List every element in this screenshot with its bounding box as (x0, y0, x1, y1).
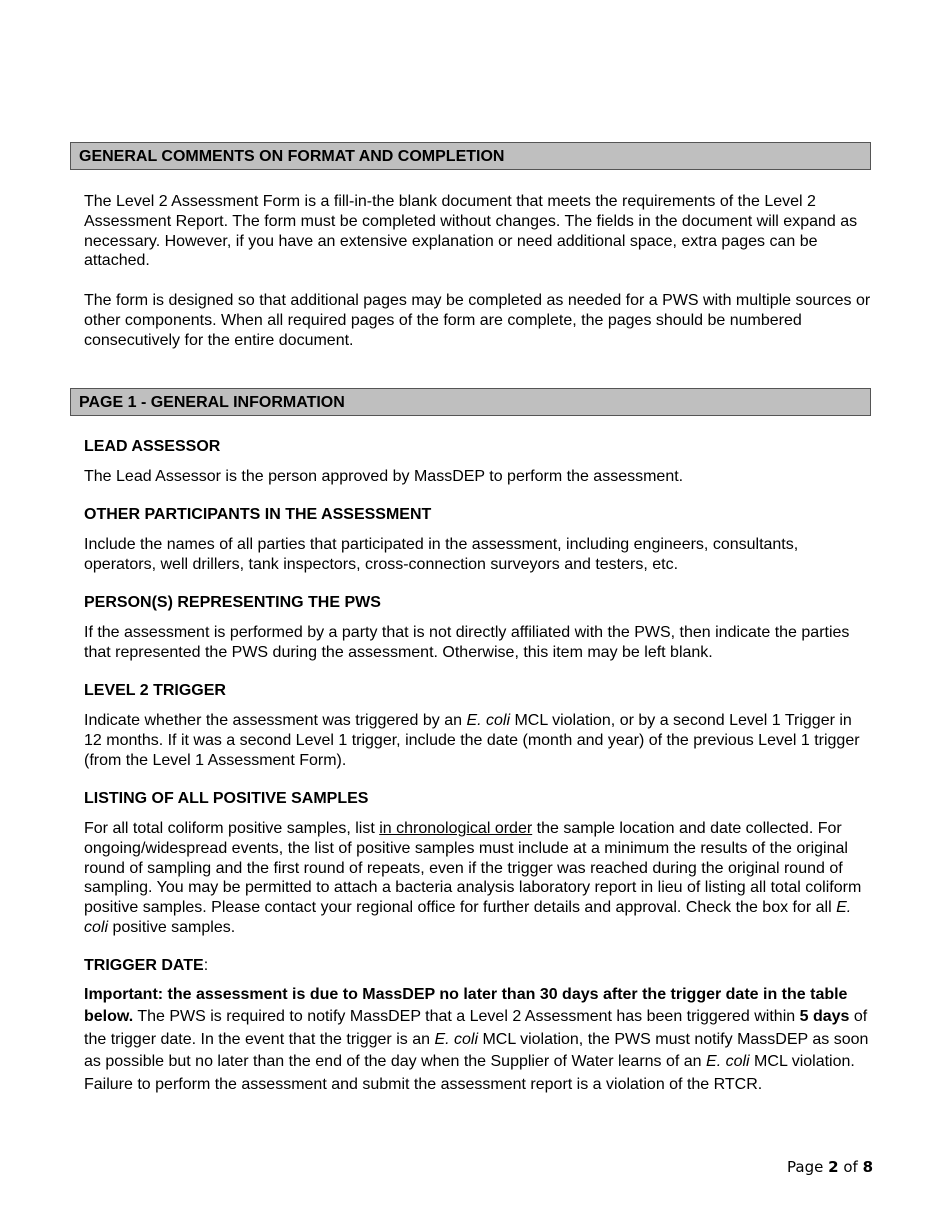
general-comments-paragraph-2: The form is designed so that additional pages may be completed as needed for a PWS with multiple sources or other components. When all required pages of the form are complete, the pages should be numbered consecutively for the entire document. (84, 292, 871, 349)
positive-samples-text-after: positive samples. (108, 918, 236, 936)
footer-of-word: of (838, 1158, 863, 1176)
section-header-page-1: PAGE 1 - GENERAL INFORMATION (70, 388, 871, 416)
trigger-date-text-3: MCL violation, the PWS must notify MassDEP as soon as possible but no later than the end of the day when the Supplier of Water learns of an (84, 1030, 869, 1071)
level2-trigger-text-before: Indicate whether the assessment was triggered by an (84, 712, 467, 729)
trigger-date-text-4: MCL violation. Failure to perform the assessment and submit the assessment report is a violation of the RTCR. (84, 1053, 855, 1093)
footer-total-pages: 8 (862, 1158, 873, 1176)
trigger-date-text-2: of the trigger date. In the event that the trigger is an (84, 1008, 868, 1048)
positive-samples-heading: LISTING OF ALL POSITIVE SAMPLES (84, 790, 369, 807)
lead-assessor-heading: LEAD ASSESSOR (84, 438, 221, 455)
trigger-date-ecoli-2: E. coli (706, 1053, 750, 1071)
positive-samples-underlined: in chronological order (379, 820, 533, 837)
trigger-date-heading-text: TRIGGER DATE (84, 957, 204, 974)
persons-representing-heading: PERSON(S) REPRESENTING THE PWS (84, 594, 381, 611)
level2-trigger-text-after: MCL violation, or by a second Level 1 Trigger in 12 months. If it was a second Level 1 trigger, include the date (month and year) of the previous Level 1 trigger (from the Level 1 Assessment Form). (84, 712, 860, 769)
positive-samples-text-before: For all total coliform positive samples, list (84, 820, 380, 837)
persons-representing-text: If the assessment is performed by a party that is not directly affiliated with the PWS, then indicate the parties that represented the PWS during the assessment. Otherwise, this item may be left blank. (84, 624, 850, 661)
positive-samples-text (84, 819, 874, 938)
level2-trigger-ecoli: E. coli (466, 712, 511, 729)
trigger-date-5-days: 5 days (799, 1008, 850, 1026)
trigger-date-important: Important: the assessment is due to MassDEP no later than 30 days after the trigger date in the table below. (84, 986, 848, 1026)
trigger-date-ecoli-1: E. coli (434, 1030, 479, 1048)
trigger-date-text-1: The PWS is required to notify MassDEP that a Level 2 Assessment has been triggered within (133, 1008, 800, 1026)
section-header-general-comments: GENERAL COMMENTS ON FORMAT AND COMPLETION (70, 142, 871, 170)
positive-samples-text-middle: the sample location and date collected. For ongoing/widespread events, the list of positive samples must include at a minimum the results of the original round of sampling and the first round of repeats, even if the trigger was reached during the original round of sampling. You may be permitted to attach a bacteria analysis laboratory report in lieu of listing all total coliform positive samples. Please contact your regional office for further details and approval. Check the box for all (84, 820, 862, 917)
level2-trigger-text (84, 711, 874, 770)
trigger-date-colon: : (203, 957, 209, 974)
footer-page-word: Page (787, 1158, 829, 1176)
general-comments-paragraph-1: The Level 2 Assessment Form is a fill-in-the blank document that meets the requirements of the Level 2 Assessment Report. The form must be completed without changes. The fields in the document will expand as necessary. However, if you have an extensive explanation or need additional space, extra pages can be attached. (84, 193, 858, 270)
lead-assessor-text: The Lead Assessor is the person approved by MassDEP to perform the assessment. (84, 468, 684, 485)
trigger-date-heading (84, 956, 208, 976)
other-participants-heading: OTHER PARTICIPANTS IN THE ASSESSMENT (84, 506, 432, 523)
page-footer (787, 1158, 873, 1176)
footer-page-number: 2 (828, 1158, 839, 1176)
positive-samples-ecoli: E. coli (84, 899, 852, 936)
level2-trigger-heading: LEVEL 2 TRIGGER (84, 682, 226, 699)
trigger-date-text (84, 984, 874, 1096)
other-participants-text: Include the names of all parties that participated in the assessment, including engineers, consultants, operators, well drillers, tank inspectors, cross-connection surveyors and testers, etc. (84, 536, 799, 573)
